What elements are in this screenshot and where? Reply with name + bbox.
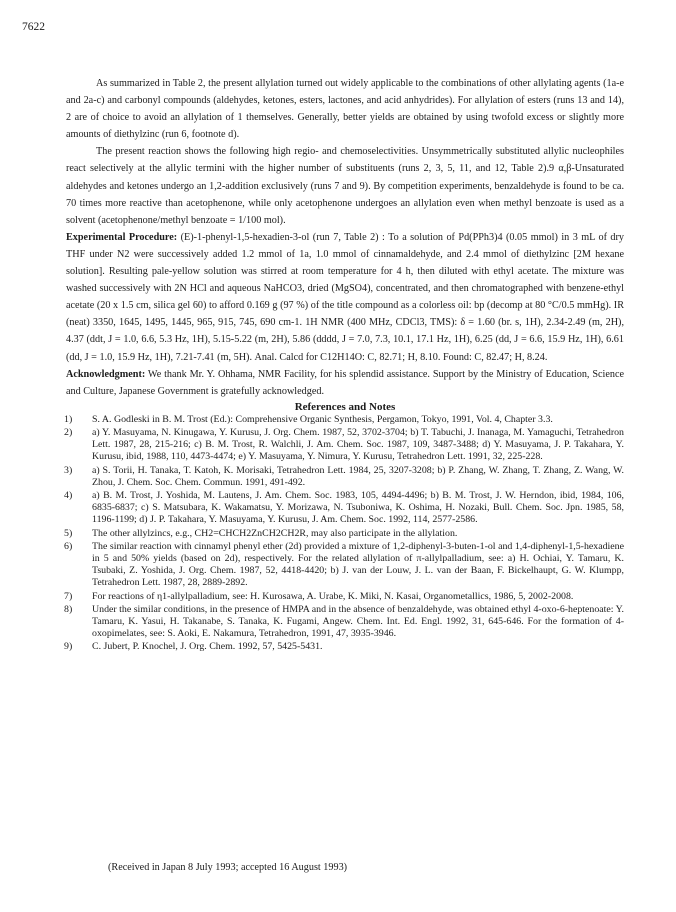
reference-text: The similar reaction with cinnamyl phenyl ether (2d) provided a mixture of 1,2-diphenyl-3-buten-1-ol and 1,4-diphenyl-1,5-hexadiene in 5 and 50% yields (based on 2d), respectively. For the related allylation of π-allylpalladium, see: a) H. Ochiai, Y. Tamaru, K. Tsubaki, Z. Yoshida, J. Org. Chem. 1987, 52, 4418-4420; b) J. van der Louw, J. L. van der Baan, F. Bickelhaupt, G. W. Klumpp, Tetrahedron Lett. 1987, 28, 2889-2892. — [92, 540, 624, 589]
reference-text: The other allylzincs, e.g., CH2=CHCH2ZnCH2CH2R, may also participate in the allylation. — [92, 527, 458, 539]
experimental-text: (E)-1-phenyl-1,5-hexadien-3-ol (run 7, Table 2) : To a solution of Pd(PPh3)4 (0.05 mmol) in 3 mL of dry THF under N2 were successively added 1.2 mmol of 1a, 1.0 mmol of cinnamaldehyde, and 2.4 mmol of diethylzinc [2M hexane solution]. Resulting pale-yellow solution was stirred at room temperature for 4 h, then diluted with ethyl acetate. The mixture was washed successively with 2N HCl and aqueous NaHCO3, dried (MgSO4), concentrated, and then chromatographed with benzene-ethyl acetate (20 x 1.5 cm, silica gel 60) to afford 0.169 g (97 %) of the title compound as a colorless oil: bp (decomp at 80 °C/0.5 mmHg). IR (neat) 3350, 1645, 1495, 1445, 965, 915, 745, 690 cm-1. 1H NMR (400 MHz, CDCl3, TMS): δ = 1.60 (br. s, 1H), 2.34-2.49 (m, 2H), 4.37 (ddt, J = 1.0, 6.6, 5.3 Hz, 1H), 5.15-5.22 (m, 2H), 5.86 (dddd, J = 7.0, 7.3, 10.1, 17.1 Hz, 1H), 6.25 (dd, J = 6.6, 15.9 Hz, 1H), 6.61 (dd, J = 1.0, 15.9 Hz, 1H), 7.21-7.41 (m, 5H). Anal. Calcd for C12H14O: C, 82.71; H, 8.10. Found: C, 82.47; H, 8.24. — [66, 231, 625, 363]
reference-text: C. Jubert, P. Knochel, J. Org. Chem. 1992, 57, 5425-5431. — [92, 641, 323, 653]
reference-item — [66, 490, 624, 527]
reference-number: 6) — [64, 540, 73, 552]
reference-item — [66, 541, 624, 590]
experimental-heading: Experimental Procedure: — [66, 231, 178, 243]
received-date: (Received in Japan 8 July 1993; accepted 16 August 1993) — [108, 862, 348, 873]
reference-text: a) S. Torii, H. Tanaka, T. Katoh, K. Morisaki, Tetrahedron Lett. 1984, 25, 3207-3208; b) P. Zhang, W. Zhang, T. Zhang, Z. Wang, W. Zhou, J. Chem. Soc. Chem. Commun. 1991, 491-492. — [92, 464, 624, 488]
acknowledgment-text: We thank Mr. Y. Ohhama, NMR Facility, for his splendid assistance. Support by the Ministry of Education, Science and Culture, Japanese Government is gratefully acknowledged. — [66, 368, 624, 397]
experimental-section — [66, 229, 624, 366]
reference-number: 8) — [64, 603, 73, 615]
article-body — [66, 75, 624, 655]
reference-number: 5) — [64, 527, 73, 539]
reference-number: 2) — [64, 426, 73, 438]
reference-number: 7) — [64, 590, 73, 602]
reference-item — [66, 591, 624, 603]
acknowledgment-heading: Acknowledgment: — [66, 368, 146, 380]
reference-item — [66, 465, 624, 489]
reference-text: S. A. Godleski in B. M. Trost (Ed.): Comprehensive Organic Synthesis, Pergamon, Tokyo, 1991, Vol. 4, Chapter 3.3. — [92, 413, 553, 425]
reference-item — [66, 528, 624, 540]
reference-item — [66, 427, 624, 464]
reference-item — [66, 414, 624, 426]
acknowledgment-section — [66, 366, 624, 400]
page-number: 7622 — [22, 21, 45, 33]
reference-number: 4) — [64, 490, 73, 501]
reference-item — [66, 641, 624, 653]
reference-text: a) Y. Masuyama, N. Kinugawa, Y. Kurusu, J. Org. Chem. 1987, 52, 3702-3704; b) T. Tabuchi, J. Inanaga, M. Yamaguchi, Tetrahedron Lett. 1987, 28, 215-216; c) B. M. Trost, R. Walchli, J. Am. Chem. Soc. 1987, 109, 3487-3488; d) Y. Masuyama, J. P. Takahara, Y. Kurusu, ibid, 1988, 110, 4473-4474; e) Y. Masuyama, Y. Nimura, Y. Kurusu, Tetrahedron Lett. 1991, 32, 225-228. — [92, 426, 624, 463]
paragraph-2: The present reaction shows the following high regio- and chemoselectivities. Unsymmetrically substituted allylic nucleophiles react selectively at the allylic termini with the higher number of substituents (runs 2, 3, 5, 11, and 12, Table 2).9 α,β-Unsaturated aldehydes and ketones undergo an 1,2-addition exclusively (runs 7 and 9). By competition experiments, benzaldehyde is found to be ca. 70 times more reactive than acetophenone, while only acetophenone undergoes an allylation even when methyl benzoate is used as a solvent (acetophenone/methyl benzoate = 1/100 mol). — [66, 146, 624, 226]
references-heading: References and Notes — [294, 400, 396, 413]
references-list — [66, 414, 624, 654]
reference-number: 1) — [64, 413, 73, 425]
reference-item — [66, 604, 624, 641]
reference-number: 3) — [64, 464, 73, 476]
reference-number: 9) — [64, 641, 73, 653]
reference-text: For reactions of η1-allylpalladium, see: H. Kurosawa, A. Urabe, K. Miki, N. Kasai, Organometallics, 1986, 5, 2002-2008. — [92, 590, 574, 602]
reference-text: Under the similar conditions, in the presence of HMPA and in the absence of benzaldehyde, was obtained ethyl 4-oxo-6-heptenoate: Y. Tamaru, K. Yasui, H. Takanabe, S. Tanaka, K. Fugami, Angew. Chem. Int. Ed. Engl. 1992, 31, 645-646. For the formation of 4-oxopimelates, see: S. Aoki, E. Nakamura, Tetrahedron, 1991, 47, 3935-3946. — [92, 603, 624, 640]
paragraph-1: As summarized in Table 2, the present allylation turned out widely applicable to the combinations of other allylating agents (1a-e and 2a-c) and carbonyl compounds (aldehydes, ketones, esters, lactones, and acid anhydrides). For allylation of esters (runs 13 and 14), 2 are of choice to avoid an allylation of 1 themselves. Generally, better yields are obtained by using twofold excess or slightly more amounts of diethylzinc (run 6, footnote d). — [66, 78, 624, 141]
reference-text: a) B. M. Trost, J. Yoshida, M. Lautens, J. Am. Chem. Soc. 1983, 105, 4494-4496; b) B. M. Trost, J. W. Herndon, ibid, 1984, 106, 6835-6837; c) S. Matsubara, K. Wakamatsu, Y. Morizawa, N. Tsuboniwa, K. Oshima, H. Nozaki, Bull. Chem. Soc. Jpn. 1985, 58, 1196-1199; d) J. P. Takahara, Y. Masuyama, Y. Kurusu, J. Am. Chem. Soc. 1992, 114, 2577-2586. — [92, 490, 624, 526]
